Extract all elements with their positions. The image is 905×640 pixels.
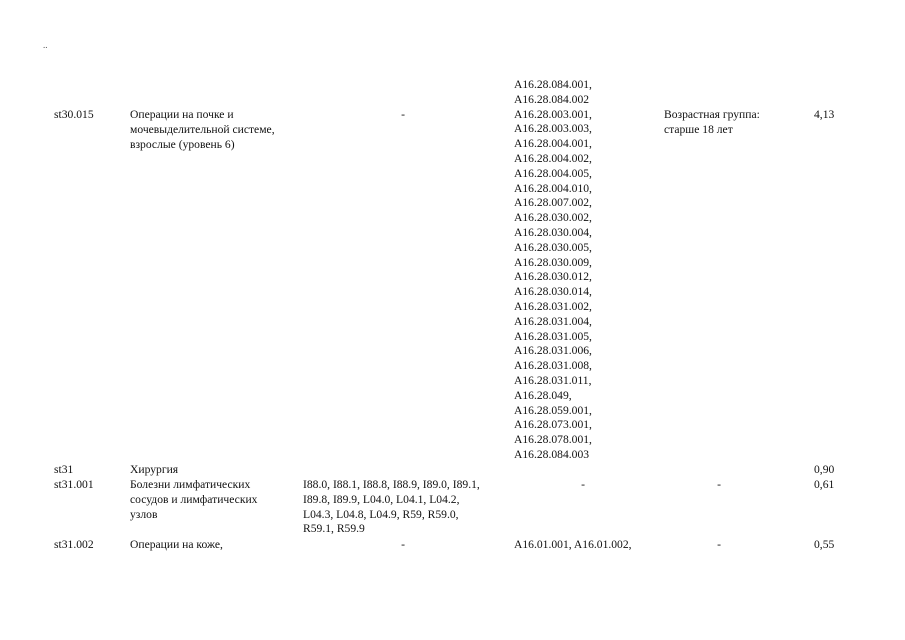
row-name: Операции на коже, [130, 538, 223, 551]
service-code: A16.28.030.009, [514, 255, 592, 269]
row-name [130, 108, 275, 152]
criteria-line: старше 18 лет [664, 122, 733, 136]
row-icd [303, 478, 480, 537]
name-line: сосудов и лимфатических [130, 492, 258, 506]
service-code: A16.28.078.001, [514, 433, 592, 447]
service-code: A16.28.031.005, [514, 329, 592, 343]
service-code: A16.28.031.006, [514, 344, 592, 358]
service-code: A16.28.030.002, [514, 211, 592, 225]
criteria-line: Возрастная группа: [664, 108, 760, 121]
row-coefficient: 0,61 [814, 478, 835, 491]
service-code: A16.28.031.002, [514, 299, 592, 313]
service-code: A16.28.084.001, [514, 78, 592, 91]
icd-line: I88.0, I88.1, I88.8, I88.9, I89.0, I89.1, [303, 478, 480, 491]
service-code: A16.28.004.010, [514, 181, 592, 195]
service-code: A16.28.030.014, [514, 285, 592, 299]
row-code: st31.002 [54, 538, 94, 551]
service-code: A16.28.003.003, [514, 122, 592, 136]
service-code: A16.28.030.004, [514, 225, 592, 239]
row-services: A16.01.001, A16.01.002, [514, 538, 632, 551]
row-other-criteria: - [717, 478, 721, 491]
row-icd: - [401, 108, 405, 121]
row-code: st31.001 [54, 478, 94, 491]
name-line: Операции на почке и [130, 108, 234, 121]
service-code: A16.28.059.001, [514, 403, 592, 417]
service-code: A16.28.030.012, [514, 270, 592, 284]
row-icd: - [401, 538, 405, 551]
service-code: A16.28.007.002, [514, 196, 592, 210]
row-coefficient: 0,90 [814, 463, 835, 476]
row-services [514, 78, 592, 463]
service-code: A16.28.004.001, [514, 137, 592, 151]
name-line: взрослые (уровень 6) [130, 137, 235, 151]
service-code: A16.28.031.011, [514, 373, 592, 387]
icd-line: R59.1, R59.9 [303, 522, 365, 536]
row-services: - [581, 478, 585, 491]
service-code: A16.28.084.002 [514, 92, 590, 106]
service-code: A16.28.030.005, [514, 240, 592, 254]
name-line: узлов [130, 507, 158, 521]
row-name: Хирургия [130, 463, 179, 476]
row-other-criteria: - [717, 538, 721, 551]
row-coefficient: 4,13 [814, 108, 835, 121]
service-code: A16.28.049, [514, 388, 572, 402]
row-name [130, 478, 257, 522]
row-coefficient: 0,55 [814, 538, 835, 551]
service-code: A16.28.031.008, [514, 359, 592, 373]
row-code: st30.015 [54, 108, 94, 121]
icd-line: L04.3, L04.8, L04.9, R59, R59.0, [303, 507, 459, 521]
name-line: мочевыделительной системе, [130, 122, 275, 136]
name-line: Болезни лимфатических [130, 478, 251, 491]
service-code: A16.28.004.005, [514, 166, 592, 180]
service-code: A16.28.073.001, [514, 418, 592, 432]
row-code: st31 [54, 463, 74, 476]
row-other-criteria [664, 108, 760, 138]
service-code: A16.28.084.003 [514, 447, 590, 461]
service-code: A16.28.004.002, [514, 151, 592, 165]
service-code: A16.28.031.004, [514, 314, 592, 328]
page-mark: .. [43, 40, 48, 50]
service-code: A16.28.003.001, [514, 107, 592, 121]
icd-line: I89.8, I89.9, L04.0, L04.1, L04.2, [303, 492, 460, 506]
